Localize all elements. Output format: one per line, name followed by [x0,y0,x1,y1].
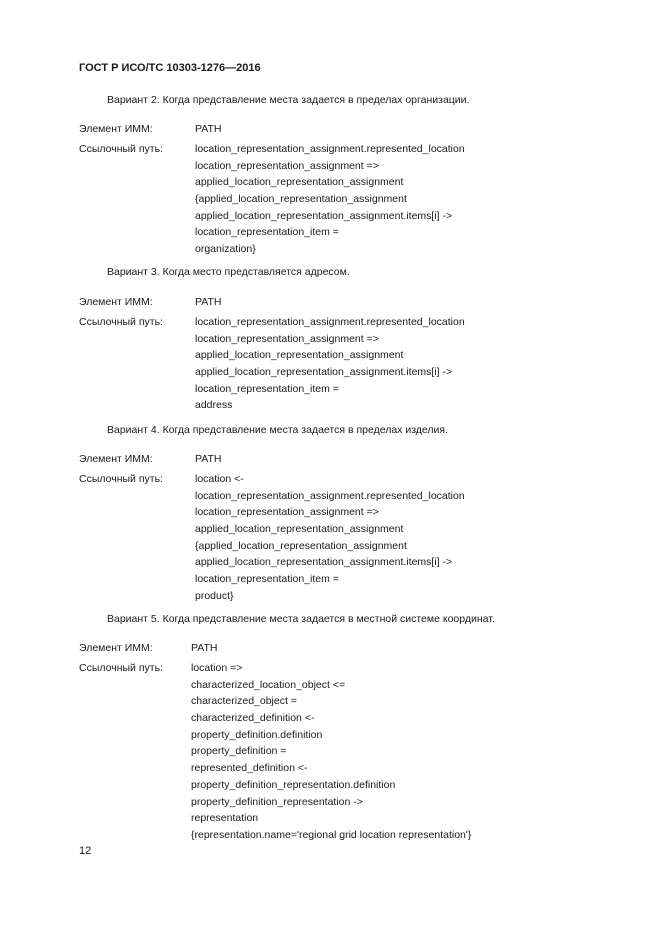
element-value: PATH [191,642,218,654]
path-label: Ссылочный путь: [79,473,163,485]
path-line: organization} [195,243,256,256]
path-line: location_representation_assignment.represented_location [195,489,465,502]
path-line: location => [191,662,243,674]
path-line: characterized_definition <- [191,712,315,725]
path-line: {representation.name='regional grid location representation'} [191,828,472,841]
path-line: applied_location_representation_assignment [195,523,404,536]
path-line: location_representation_assignment => [195,159,379,172]
element-label: Элемент ИММ: [79,642,153,654]
path-block [195,473,465,607]
element-value: PATH [195,296,222,308]
path-line: representation [191,812,259,825]
path-line: applied_location_representation_assignment.items[i] -> [195,366,453,379]
path-line: location_representation_assignment.represented_location [195,316,465,328]
element-label: Элемент ИММ: [79,123,153,135]
element-label: Элемент ИММ: [79,453,153,465]
path-line: property_definition.definition [191,728,323,741]
path-line: location_representation_assignment => [195,332,379,345]
element-value: PATH [195,453,222,465]
path-line: applied_location_representation_assignment [195,349,404,362]
path-label: Ссылочный путь: [79,662,163,674]
path-line: applied_location_representation_assignment [195,176,404,189]
path-block [195,143,465,260]
path-label: Ссылочный путь: [79,316,163,328]
path-line: location <- [195,473,244,485]
path-line: represented_definition <- [191,762,308,775]
element-label: Элемент ИММ: [79,296,153,308]
path-line: location_representation_assignment.represented_location [195,143,465,155]
path-block [191,662,471,846]
path-line: location_representation_item = [195,226,339,239]
path-line: applied_location_representation_assignment.items[i] -> [195,209,453,222]
path-block [195,316,465,416]
path-line: property_definition_representation -> [191,795,363,808]
path-line: location_representation_assignment => [195,506,379,519]
variant-caption: Вариант 2. Когда представление места задается в пределах организации. [107,94,470,106]
variant-caption: Вариант 3. Когда место представляется адресом. [107,266,350,278]
variant-caption: Вариант 5. Когда представление места задается в местной системе координат. [107,613,495,625]
path-line: {applied_location_representation_assignment [195,539,407,552]
path-line: location_representation_item = [195,382,339,395]
path-line: applied_location_representation_assignment.items[i] -> [195,556,453,569]
variant-caption: Вариант 4. Когда представление места задается в пределах изделия. [107,424,449,436]
path-line: {applied_location_representation_assignment [195,193,407,206]
page-number: 12 [79,845,92,857]
element-value: PATH [195,123,222,135]
path-line: characterized_location_object <= [191,678,346,691]
document-header: ГОСТ Р ИСО/ТС 10303-1276—2016 [79,62,261,74]
path-line: property_definition = [191,745,287,758]
path-line: property_definition_representation.definition [191,778,396,791]
path-line: location_representation_item = [195,573,339,586]
path-label: Ссылочный путь: [79,143,163,155]
path-line: address [195,399,233,412]
path-line: characterized_object = [191,695,297,708]
path-line: product} [195,589,234,602]
